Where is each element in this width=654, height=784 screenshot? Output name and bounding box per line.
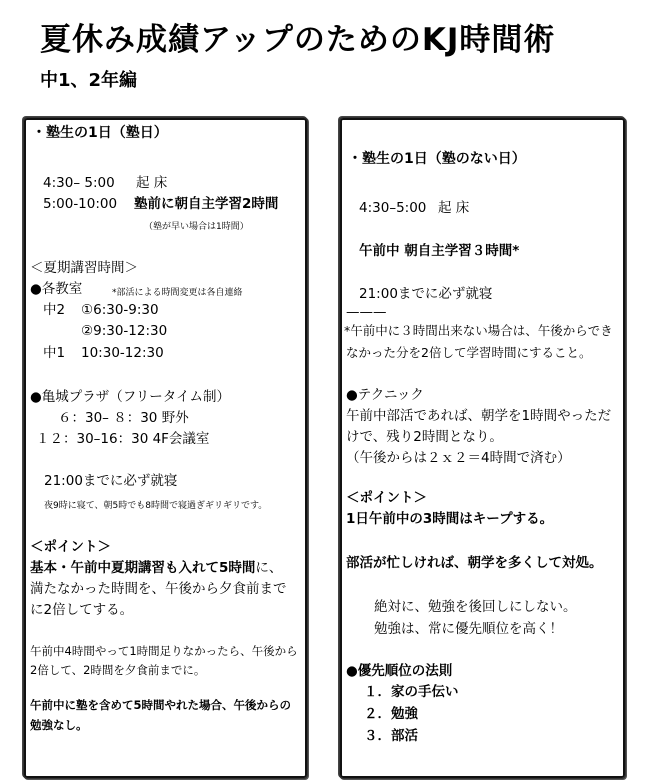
right-wake-time: 4:30–5:00: [359, 200, 427, 216]
classrooms-note: *部活による時間変更は各自連絡: [112, 288, 243, 298]
point1: 1日午前中の3時間はキープする。: [346, 511, 554, 527]
page-subtitle: 中1、2年編: [40, 70, 138, 91]
point-line3: に2倍してする。: [30, 602, 134, 618]
example-line2: 2倍して、2時間を夕食前までに。: [30, 663, 206, 677]
technique-heading: ●テクニック: [346, 387, 424, 403]
technique-line1: 午前中部活であれば、朝学を1時間やっただ: [346, 408, 612, 424]
point-bold: 基本・午前中夏期講習も入れて5時間: [30, 560, 256, 576]
left-heading: ・塾生の1日（塾日）: [32, 125, 168, 141]
bedtime-note: 夜9時に寝て、朝5時でも8時間で寝過ぎギリギリです。: [44, 501, 268, 511]
priority-heading: ●優先順位の法則: [346, 663, 453, 679]
summer-heading: ＜夏期講習時間＞: [30, 260, 138, 276]
plaza-slot1: ６：30– ８：30 野外: [58, 410, 189, 426]
study-note: （塾が早い場合は1時間）: [144, 222, 249, 232]
morning-study: 午前中 朝自主学習３時間*: [359, 243, 520, 259]
right-point-heading: ＜ポイント＞: [346, 490, 427, 506]
wake-label: 起 床: [136, 175, 168, 191]
priority-item: ２．勉強: [364, 706, 418, 722]
point-line1: [30, 559, 282, 577]
separator: ———: [346, 304, 387, 320]
wake-time: 4:30– 5:00: [43, 175, 115, 191]
note-line2: なかった分を2倍して学習時間にすること。: [346, 345, 592, 360]
advice2: 勉強は、常に優先順位を高く！: [374, 621, 563, 637]
study-label: 塾前に朝自主学習2時間: [134, 196, 279, 212]
chu2-label: 中2: [43, 302, 66, 318]
right-wake-label: 起 床: [438, 200, 470, 216]
right-bedtime: 21:00までに必ず就寝: [359, 286, 493, 302]
note-line1: *午前中に３時間出来ない場合は、午後からでき: [344, 323, 613, 338]
left-point-heading: ＜ポイント＞: [30, 539, 111, 555]
left-bedtime: 21:00までに必ず就寝: [44, 473, 178, 489]
left-panel-jukunichi: [24, 118, 307, 778]
technique-line2: けで、残り2時間となり。: [346, 429, 503, 445]
study-time: 5:00-10:00: [43, 196, 118, 212]
right-heading: ・塾生の1日（塾のない日）: [348, 151, 526, 167]
chu1-label: 中1: [43, 345, 66, 361]
priority-item: ３．部活: [364, 728, 418, 744]
example-line1: 午前中4時間やって1時間足りなかったら、午後から: [30, 644, 298, 658]
point-line2: 満たなかった時間を、午後から夕食前まで: [30, 581, 287, 597]
right-panel-no-juku-day: [340, 118, 625, 778]
technique-line3: （午後からは２ｘ２＝4時間で済む）: [346, 450, 571, 466]
page-title: 夏休み成績アップのためのKJ時間術: [40, 22, 556, 58]
priority-item: １．家の手伝い: [364, 684, 459, 700]
final-line1: 午前中に塾を含めて5時間やれた場合、午後からの: [30, 698, 291, 712]
final-line2: 勉強なし。: [30, 718, 88, 732]
plaza-label: ●亀城プラザ（フリータイム制）: [30, 389, 230, 405]
advice1: 絶対に、勉強を後回しにしない。: [374, 599, 577, 615]
classrooms-label: ●各教室: [30, 281, 83, 297]
point2: 部活が忙しければ、朝学を多くして対処。: [346, 555, 603, 571]
chu1-slot: 10:30-12:30: [81, 345, 164, 361]
chu2-slot1: ①6:30-9:30: [81, 302, 159, 318]
chu2-slot2: ②9:30-12:30: [81, 323, 168, 339]
point-line1-tail: に、: [255, 560, 283, 576]
plaza-slot2: １２：30–16：30 4F会議室: [36, 431, 210, 447]
